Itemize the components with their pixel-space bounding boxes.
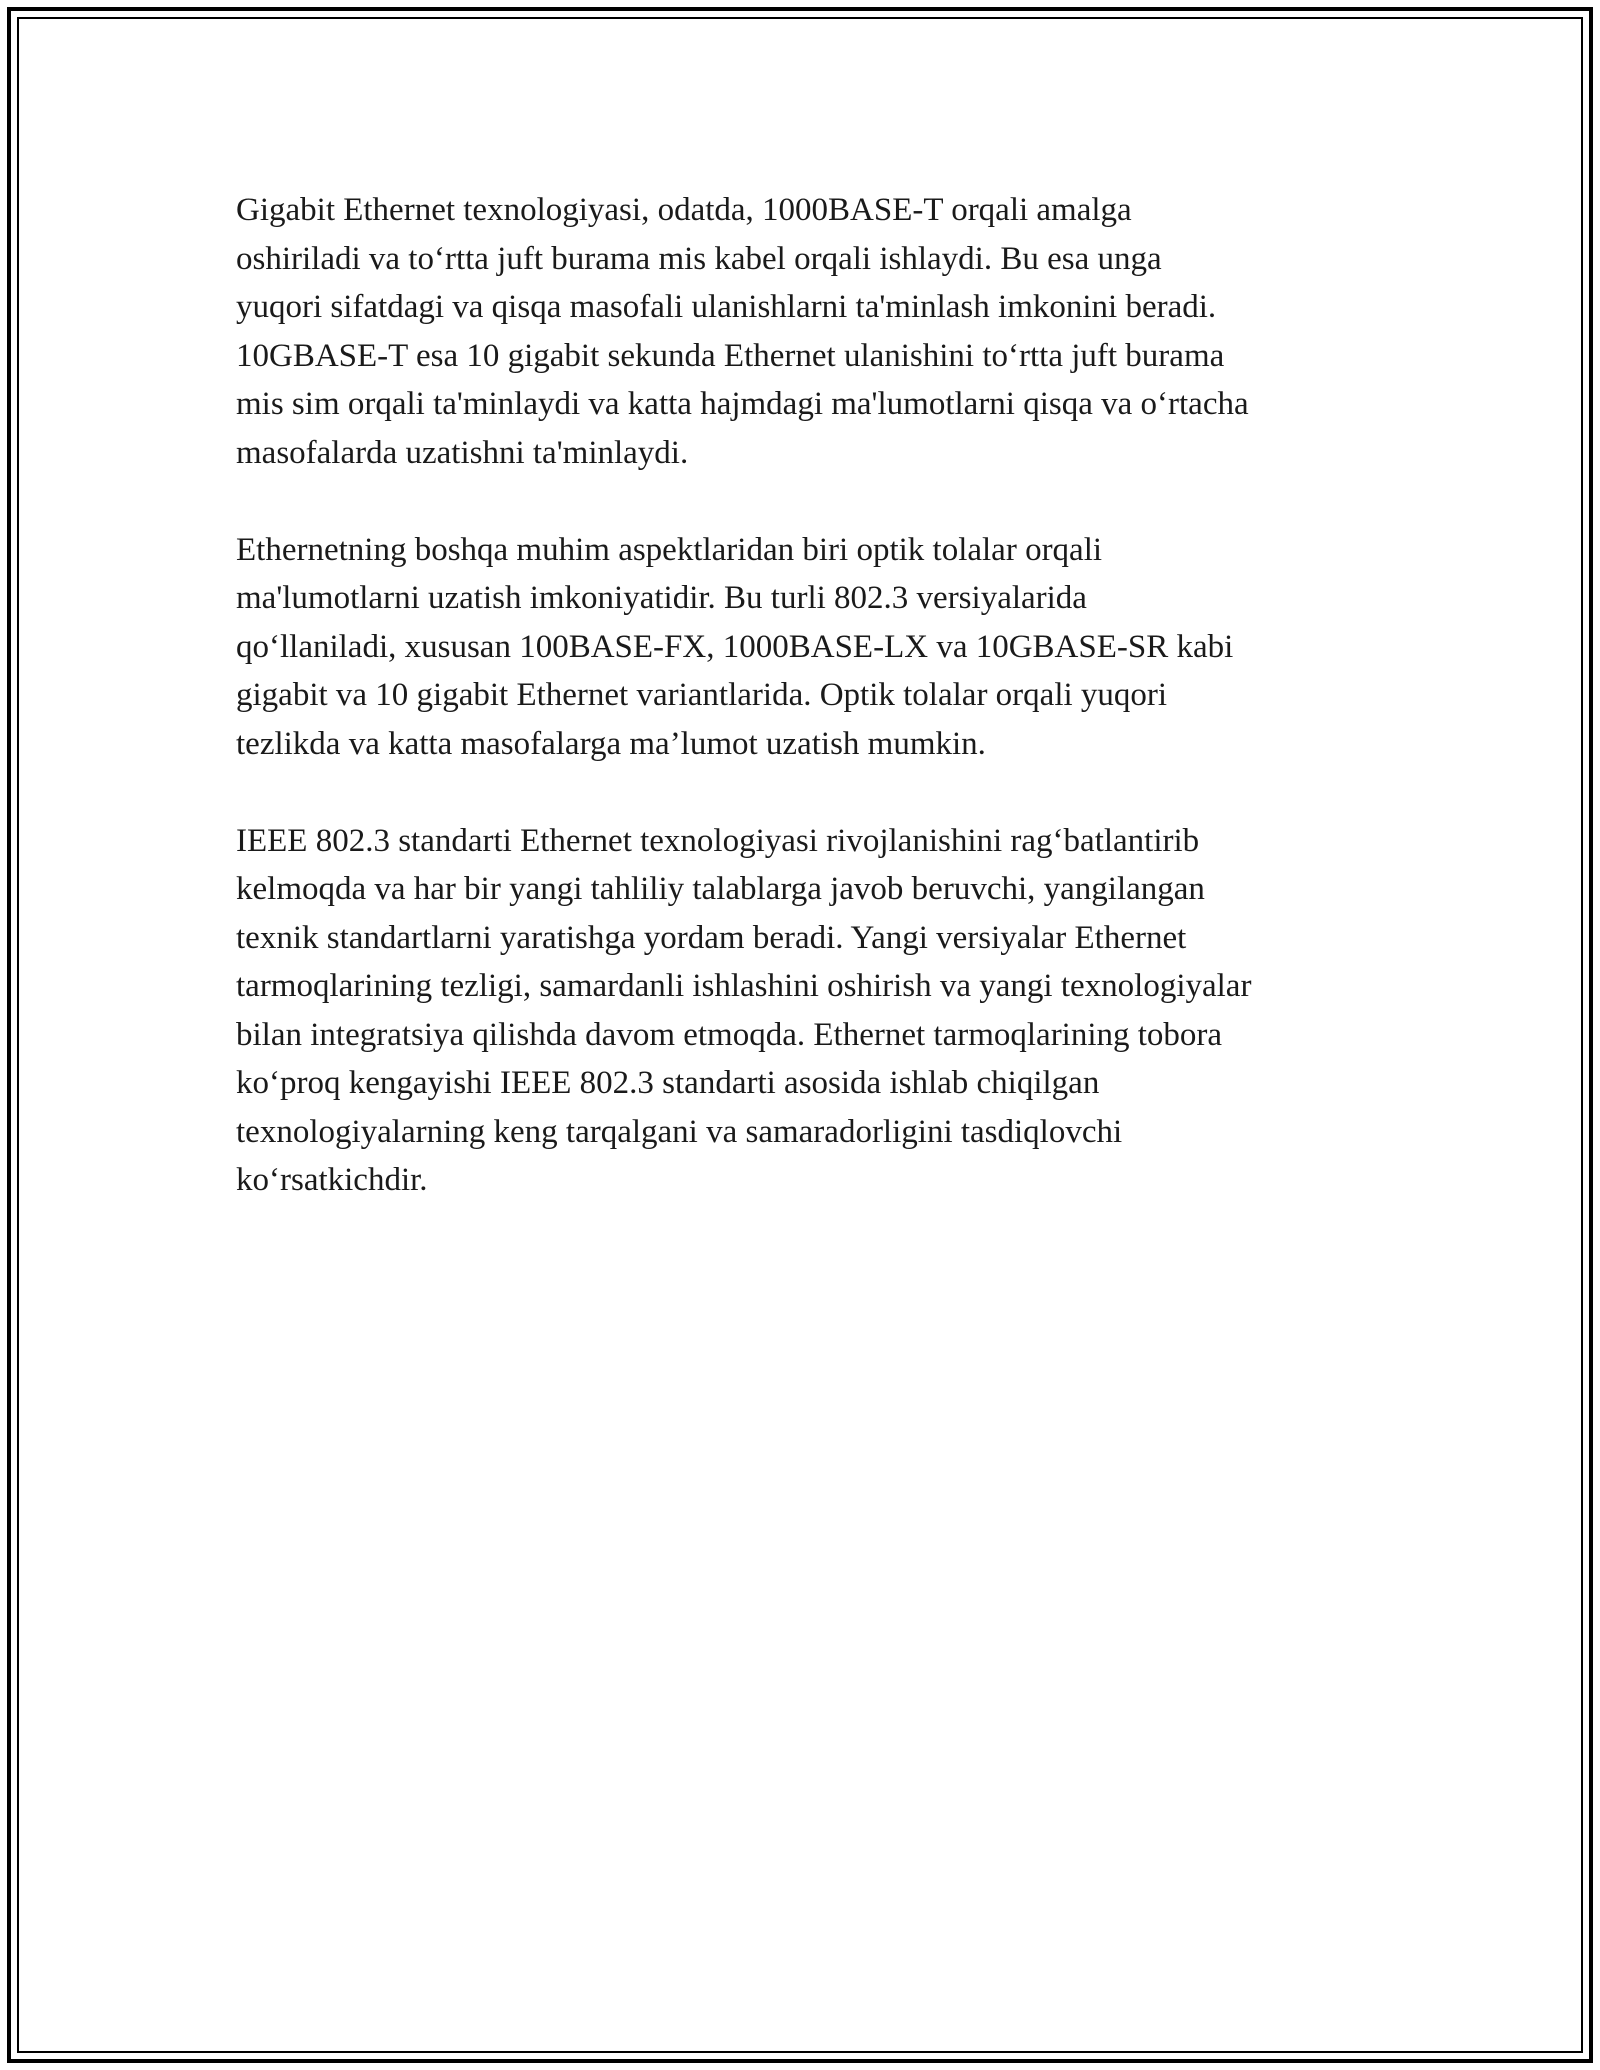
paragraph-optical-fiber: Ethernetning boshqa muhim aspektlaridan biri optik tolalar orqali ma'lumotlarni uzatish imkoniyatidir. Bu turli 802.3 versiyalarida qo‘llaniladi, xususan 100BASE-FX, 1000BASE-LX va 10GBASE-SR kabi gigabit va 10 gigabit Ethernet variantlarida. Optik tolalar orqali yuqori tezlikda va katta masofalarga ma’lumot uzatish mumkin.: [236, 531, 1234, 762]
document-body: [236, 186, 1376, 1253]
paragraph-ieee-standard: IEEE 802.3 standarti Ethernet texnologiyasi rivojlanishini rag‘batlantirib kelmoqda va har bir yangi tahliliy talablarga javob beruvchi, yangilangan texnik standartlarni yaratishga yordam beradi. Yangi versiyalar Ethernet tarmoqlarining tezligi, samardanli ishlashini oshirish va yangi texnologiyalar bilan integratsiya qilishda davom etmoqda. Ethernet tarmoqlarining tobora ko‘proq kengayishi IEEE 802.3 standarti asosida ishlab chiqilgan texnologiyalarning keng tarqalgani va samaradorligini tasdiqlovchi ko‘rsatkichdir.: [236, 822, 1252, 1198]
paragraph-gigabit-ethernet: Gigabit Ethernet texnologiyasi, odatda, 1000BASE-T orqali amalga oshiriladi va to‘rtta juft burama mis kabel orqali ishlaydi. Bu esa unga yuqori sifatdagi va qisqa masofali ulanishlarni ta'minlash imkonini beradi. 10GBASE-T esa 10 gigabit sekunda Ethernet ulanishini to‘rtta juft burama mis sim orqali ta'minlaydi va katta hajmdagi ma'lumotlarni qisqa va o‘rtacha masofalarda uzatishni ta'minlaydi.: [236, 192, 1249, 471]
